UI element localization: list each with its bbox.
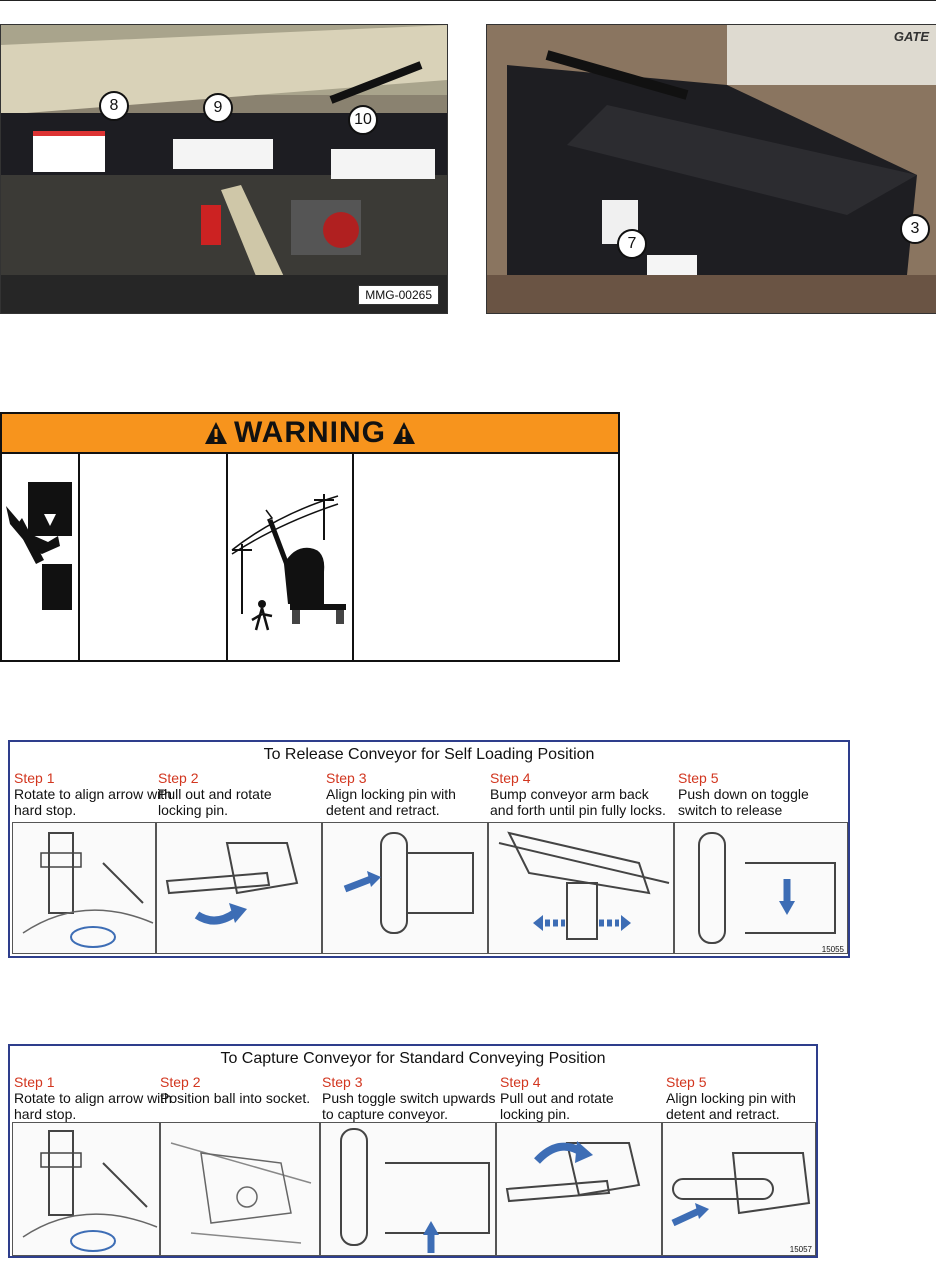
release-panel-2	[156, 822, 322, 954]
decal-8-sticker	[33, 131, 105, 172]
capture-step-2	[160, 1074, 320, 1106]
align-pin-illustration	[323, 823, 487, 953]
machine-text: GATE	[893, 29, 929, 44]
step-label: Step 2	[160, 1074, 201, 1090]
callout-9: 9	[203, 93, 233, 123]
warning-text-cell-1	[80, 454, 228, 662]
capture-decal-title: To Capture Conveyor for Standard Conveying Position	[220, 1050, 606, 1067]
pull-rotate-pin-illustration	[157, 823, 321, 953]
warning-triangle-icon	[392, 421, 416, 445]
capture-panel-5	[662, 1122, 816, 1256]
step-text: Align locking pin with detent and retract.	[666, 1090, 796, 1122]
step-text: Rotate to align arrow with hard stop.	[14, 786, 172, 818]
warning-header	[2, 414, 618, 454]
capture-panel-1	[12, 1122, 160, 1256]
callout-10: 10	[348, 105, 378, 135]
photo-decals-left	[0, 24, 448, 314]
release-panel-4	[488, 822, 674, 954]
rotate-assembly-illustration	[13, 823, 155, 953]
warning-text-cell-2	[354, 454, 620, 662]
warning-body	[2, 454, 618, 662]
crush-hazard-cell	[2, 454, 80, 662]
step-text: Pull out and rotate locking pin.	[158, 786, 272, 818]
decal-10-sticker	[331, 149, 435, 179]
capture-conveyor-decal	[8, 1044, 818, 1258]
capture-panel-3	[320, 1122, 496, 1256]
ball-socket-illustration	[161, 1123, 319, 1255]
photo-decals-right	[486, 24, 936, 314]
release-conveyor-decal	[8, 740, 850, 958]
capture-step-3	[322, 1074, 498, 1122]
capture-step-4	[500, 1074, 660, 1122]
capture-step-5	[666, 1074, 826, 1122]
capture-step-1	[14, 1074, 174, 1122]
capture-panel-4	[496, 1122, 662, 1256]
toggle-switch-up-illustration	[321, 1123, 495, 1255]
release-step-2	[158, 770, 318, 818]
decal-id: 15057	[789, 1245, 812, 1254]
step-label: Step 3	[322, 1074, 363, 1090]
step-label: Step 5	[666, 1074, 707, 1090]
rotate-assembly-illustration	[13, 1123, 159, 1255]
step-label: Step 5	[678, 770, 719, 786]
power-line-hazard-icon	[228, 454, 352, 660]
step-label: Step 2	[158, 770, 199, 786]
decal-9-sticker	[173, 139, 273, 169]
step-text: Push toggle switch upwards to capture conveyor.	[322, 1090, 496, 1122]
align-pin-illustration	[663, 1123, 815, 1255]
toggle-switch-down-illustration	[675, 823, 847, 953]
release-panel-5	[674, 822, 848, 954]
top-rule	[0, 0, 936, 1]
warning-decal	[0, 412, 620, 662]
release-panel-3	[322, 822, 488, 954]
step-text: Align locking pin with detent and retract.	[326, 786, 456, 818]
photo-right-illustration	[487, 25, 936, 313]
capture-panel-2	[160, 1122, 320, 1256]
callout-3: 3	[900, 214, 930, 244]
step-label: Step 4	[500, 1074, 541, 1090]
highlight-circle	[71, 927, 115, 947]
step-label: Step 1	[14, 1074, 55, 1090]
release-step-1	[14, 770, 174, 818]
step-text: Push down on toggle switch to release	[678, 786, 809, 818]
rotate-arrow-icon	[197, 913, 235, 921]
step-text: Pull out and rotate locking pin.	[500, 1090, 614, 1122]
step-text: Position ball into socket.	[160, 1090, 311, 1106]
push-arrow-icon	[673, 1211, 699, 1223]
power-line-hazard-cell	[228, 454, 354, 662]
pull-rotate-pin-illustration	[497, 1123, 661, 1255]
step-text: Rotate to align arrow with hard stop.	[14, 1090, 172, 1122]
highlight-circle	[71, 1231, 115, 1251]
step-label: Step 4	[490, 770, 531, 786]
step-text: Bump conveyor arm back and forth until pin fully locks.	[490, 786, 666, 818]
crush-hazard-icon	[2, 454, 78, 660]
warning-title: WARNING	[234, 416, 386, 449]
release-step-4	[490, 770, 670, 818]
release-step-3	[326, 770, 486, 818]
release-decal-title: To Release Conveyor for Self Loading Position	[263, 746, 595, 763]
callout-7: 7	[617, 229, 647, 259]
callout-8: 8	[99, 91, 129, 121]
step-label: Step 3	[326, 770, 367, 786]
warning-triangle-icon	[204, 421, 228, 445]
release-panel-1	[12, 822, 156, 954]
step-label: Step 1	[14, 770, 55, 786]
decal-id: 15055	[821, 945, 844, 954]
push-arrow-icon	[345, 879, 371, 889]
photo-id-label: MMG-00265	[358, 285, 439, 305]
bump-conveyor-illustration	[489, 823, 673, 953]
